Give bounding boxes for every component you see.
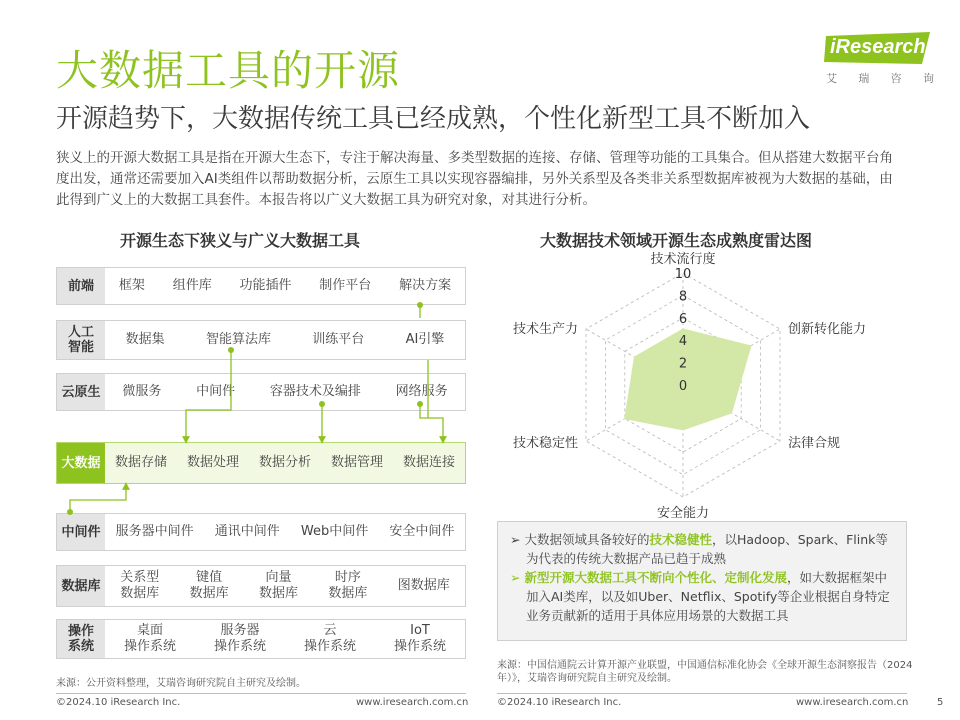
radar-series-area	[625, 329, 751, 430]
radar-axis-label: 法律合规	[787, 436, 841, 451]
left-source-note: 来源：公开资料整理，艾瑞咨询研究院自主研究及绘制。	[56, 678, 306, 689]
layer-item: 功能插件	[239, 278, 292, 293]
layer-item: 服务器 操作系统	[213, 623, 266, 654]
layer-item: 智能算法库	[205, 332, 271, 347]
page-number: 5	[937, 697, 944, 708]
layer-item: 安全中间件	[389, 524, 455, 539]
layer-item: 框架	[118, 278, 145, 293]
radar-axis-label: 技术流行度	[650, 252, 716, 267]
logo-char: 瑞	[858, 72, 870, 85]
chart-title: 大数据技术领域开源生态成熟度雷达图	[540, 231, 813, 250]
layer-item: 数据存储	[114, 455, 167, 470]
radar-tick-label: 0	[678, 379, 688, 394]
footer-divider-left	[56, 693, 466, 694]
page-title: 大数据工具的开源	[56, 46, 401, 95]
layer-item: 时序 数据库	[328, 570, 368, 601]
layer-item: 微服务	[122, 384, 162, 399]
layer-item: 桌面 操作系统	[123, 623, 176, 654]
layer-item: 关系型 数据库	[120, 570, 160, 601]
layer-item: 制作平台	[319, 278, 372, 293]
footer-url-left[interactable]: www.iresearch.com.cn	[356, 697, 469, 708]
summary-box	[497, 521, 907, 641]
page-subtitle: 开源趋势下，大数据传统工具已经成熟，个性化新型工具不断加入	[56, 104, 811, 134]
layer-item: 向量 数据库	[258, 570, 298, 601]
layer-item: 解决方案	[399, 278, 452, 293]
layer-item: 数据集	[125, 332, 165, 347]
summary-point-1: ➢ 大数据领域具备较好的技术稳健性，以Hadoop、Spark、Flink等为代表的传统大数据产品已趋于成熟	[510, 532, 888, 566]
radar-tick-label: 4	[678, 334, 688, 350]
layer-item: AI引擎	[405, 332, 445, 347]
layer-item: 服务器中间件	[115, 524, 194, 539]
logo-char: 询	[922, 72, 934, 85]
radar-tick-label: 10	[674, 267, 692, 282]
footer-divider-right	[497, 693, 907, 694]
layer-item: Web中间件	[300, 524, 369, 539]
layer-item: 网络服务	[395, 384, 448, 399]
layer-item: 键值 数据库	[189, 570, 229, 601]
layer-label: 云原生	[57, 374, 105, 410]
layer-label: 前端	[57, 268, 105, 304]
radar-axis-label: 创新转化能力	[787, 322, 867, 337]
layer-item: 数据连接	[402, 455, 455, 470]
right-source-note: 来源：中国信通院云计算开源产业联盟，中国通信标准化协会《全球开源生态洞察报告（2024年）》，艾瑞咨询研究院自主研究及绘制。	[497, 660, 913, 684]
logo-char: 艾	[826, 72, 837, 85]
layer-item: 训练平台	[312, 332, 365, 347]
layer-label: 数据库	[57, 566, 105, 606]
layer-item: 容器技术及编排	[269, 384, 361, 399]
layer-label: 大数据	[57, 443, 105, 483]
layer-item: 图数据库	[397, 578, 450, 593]
layer-item: 云 操作系统	[303, 623, 356, 654]
layer-label: 人工 智能	[57, 321, 105, 359]
radar-axis-label: 技术生产力	[512, 322, 579, 337]
left-section-title: 开源生态下狭义与广义大数据工具	[120, 231, 361, 250]
footer-url-right[interactable]: www.iresearch.com.cn	[796, 697, 909, 708]
intro-paragraph: 狭义上的开源大数据工具是指在开源大生态下，专注于解决海量、多类型数据的连接、存储、管理等功能的工具集合。但从搭建大数据平台角度出发，通常还需要加入AI类组件以帮助数据分析，云原生工具以实现容器编排，另外关系型及各类非关系型数据库被视为大数据的基础，由此得到广义上的大数据工具套件。本报告将以广义大数据工具为研究对象，对其进行分析。	[56, 150, 893, 208]
layer-item: 数据分析	[258, 455, 311, 470]
radar-tick-label: 2	[678, 356, 688, 372]
layer-label: 中间件	[57, 514, 105, 550]
radar-axis-label: 安全能力	[656, 506, 710, 521]
footer-copyright-left: ©2024.10 iResearch Inc.	[56, 697, 181, 708]
radar-axis-label: 技术稳定性	[512, 436, 579, 451]
radar-tick-label: 8	[678, 289, 688, 305]
layer-item: IoT 操作系统	[393, 623, 446, 654]
layer-label: 操作 系统	[57, 620, 105, 658]
layer-item: 中间件	[196, 384, 236, 399]
radar-tick-label: 6	[678, 311, 688, 327]
layer-item: 通讯中间件	[214, 524, 280, 539]
summary-point-2: ➢ 新型开源大数据工具不断向个性化、定制化发展，如大数据框架中加入AI类库，以及如Uber、Netflix、Spotify等企业根据自身特定业务贡献新的适用于具体应用场景的大数据工具	[510, 570, 890, 623]
logo-char: 咨	[890, 72, 902, 85]
logo-text: iResearch	[830, 36, 926, 58]
footer-copyright-right: ©2024.10 iResearch Inc.	[497, 697, 622, 708]
layer-item: 数据管理	[330, 455, 383, 470]
layer-item: 数据处理	[186, 455, 239, 470]
layer-item: 组件库	[172, 278, 212, 293]
